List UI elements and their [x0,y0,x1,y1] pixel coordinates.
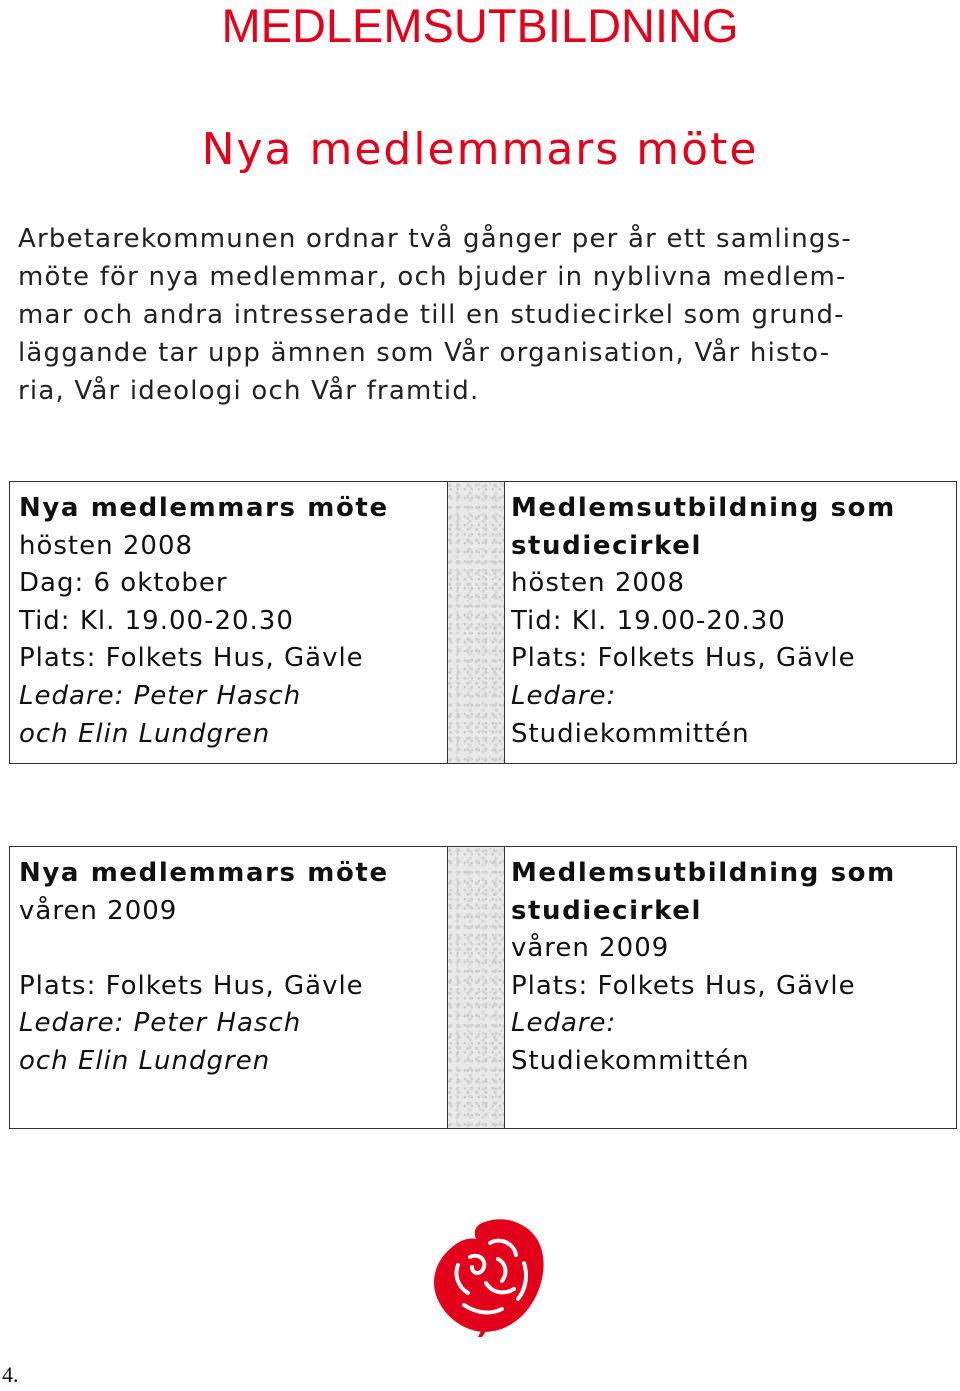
box-place: Plats: Folkets Hus, Gävle [510,970,856,1001]
page-number: 4. [2,1362,19,1387]
box-leader-label: Ledare: [510,680,617,711]
box-term: hösten 2008 [510,568,685,599]
box-place: Plats: Folkets Hus, Gävle [510,643,856,674]
box-leader-continued: och Elin Lundgren [19,1045,271,1076]
box-term: hösten 2008 [19,530,194,561]
box-heading: Nya medlemmars möte [19,493,389,523]
red-rose-icon [428,1213,548,1338]
box-term: våren 2009 [19,895,178,926]
info-box-spring-2009 [9,846,957,1129]
box-leader: Ledare: Peter Hasch [19,1008,302,1039]
box-place: Plats: Folkets Hus, Gävle [19,970,364,1001]
new-members-meeting-autumn [10,482,447,763]
box-blank-line [19,930,447,968]
box-day: Dag: 6 oktober [19,568,228,599]
box-leader-name: Studiekommittén [510,718,750,749]
box-place: Plats: Folkets Hus, Gävle [19,643,364,674]
box-time: Tid: Kl. 19.00-20.30 [510,605,786,636]
page-title: MEDLEMSUTBILDNING [221,0,739,52]
box-heading: Medlemsutbildning som [510,493,896,523]
intro-line: läggande tar upp ämnen som Vår organisation, Vår histo- [18,338,831,368]
intro-paragraph [18,220,948,410]
new-members-meeting-spring [10,847,447,1128]
info-box-autumn-2008 [9,481,957,764]
intro-line: Arbetarekommunen ordnar två gånger per år ett samlings- [18,224,852,254]
box-leader-continued: och Elin Lundgren [19,718,271,749]
box-heading: Medlemsutbildning som [510,858,896,888]
textured-divider [447,482,505,763]
box-leader-name: Studiekommittén [510,1045,750,1076]
box-leader: Ledare: Peter Hasch [19,680,302,711]
box-heading: Nya medlemmars möte [19,858,389,888]
intro-line: mar och andra intresserade till en studiecirkel som grund- [18,300,845,330]
box-heading-continued: studiecirkel [510,530,703,561]
study-circle-spring [505,847,956,1128]
box-leader-label: Ledare: [510,1008,617,1039]
box-term: våren 2009 [510,933,670,964]
box-time: Tid: Kl. 19.00-20.30 [19,605,294,636]
page-subtitle: Nya medlemmars möte [201,124,759,175]
study-circle-autumn [505,482,956,763]
textured-divider [447,847,505,1128]
intro-line: ria, Vår ideologi och Vår framtid. [18,376,480,406]
intro-line: möte för nya medlemmar, och bjuder in nyblivna medlem- [18,262,847,292]
box-heading-continued: studiecirkel [510,895,703,926]
